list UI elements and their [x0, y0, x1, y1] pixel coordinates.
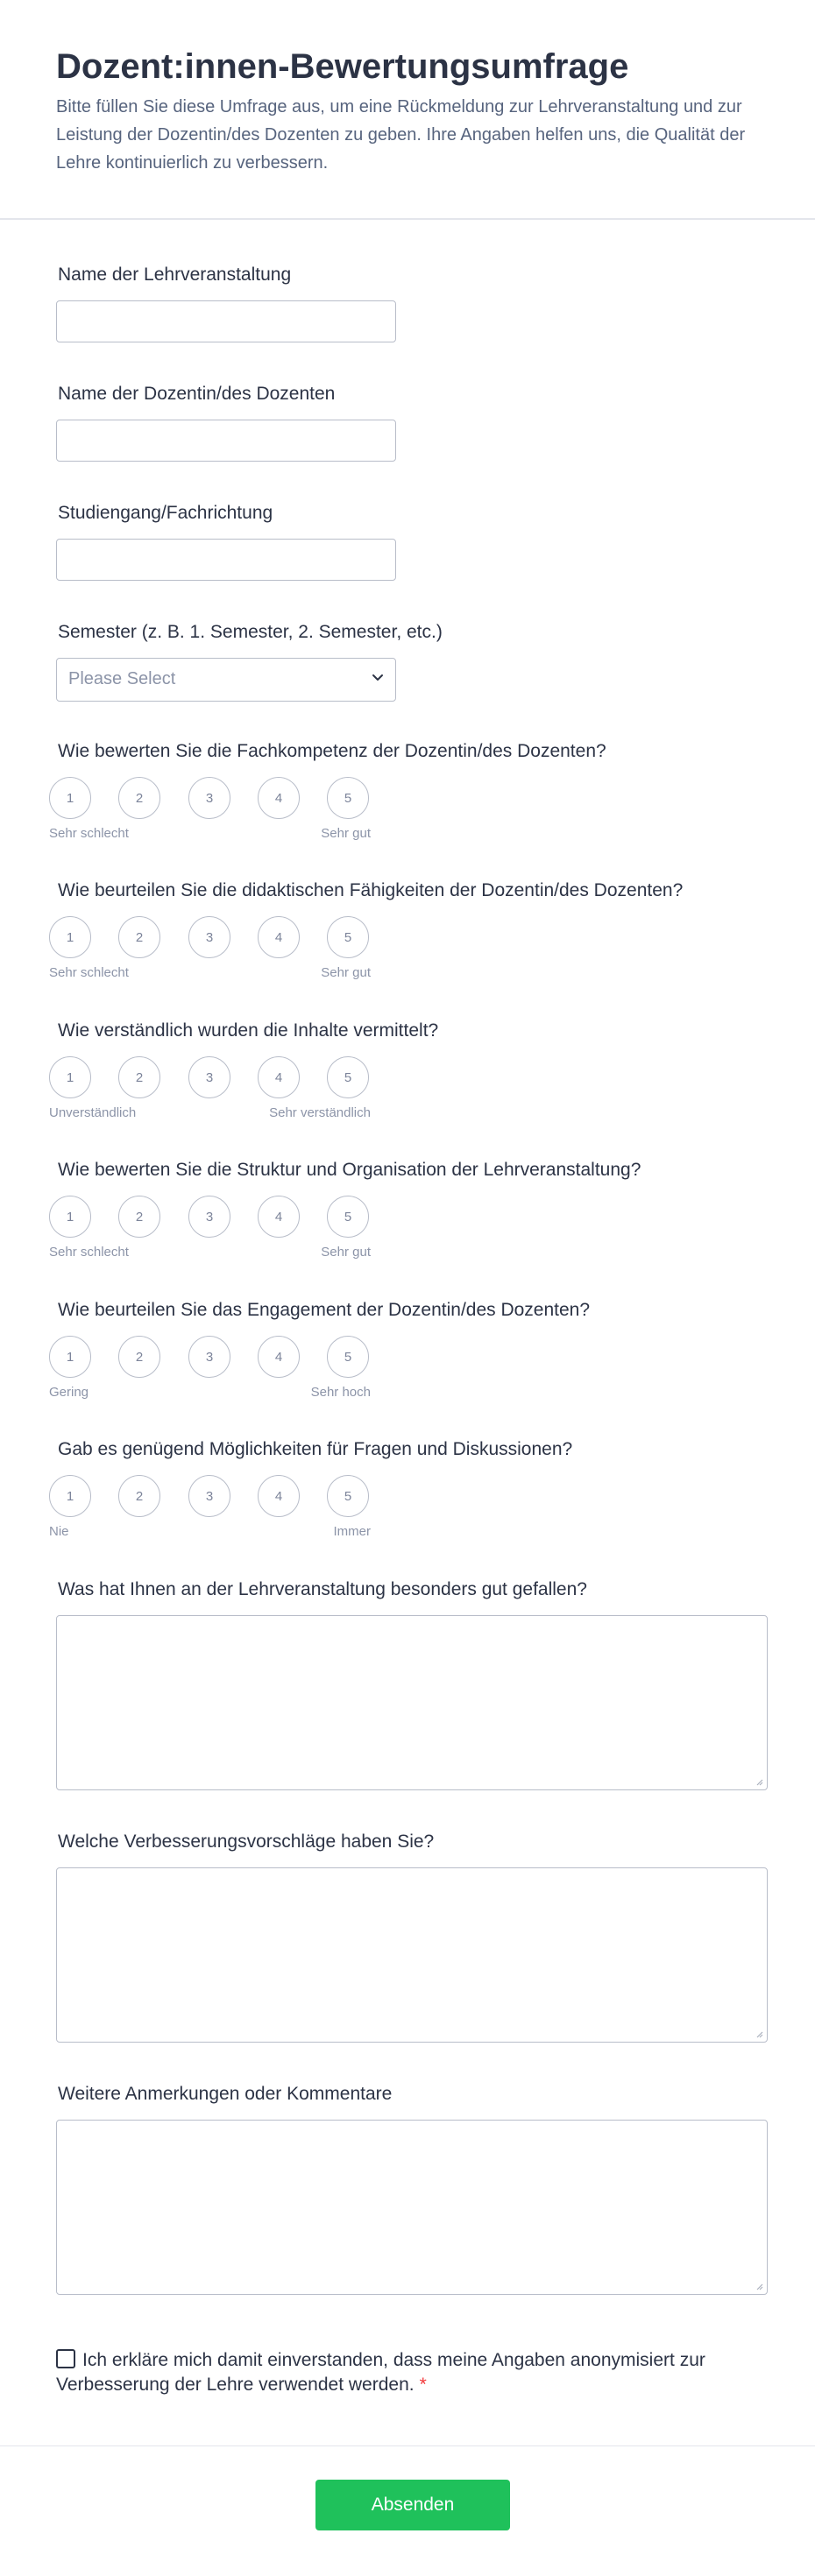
rating-option[interactable]: 1	[49, 1475, 91, 1517]
scale-max-label: Sehr verständlich	[269, 1105, 371, 1120]
course-name-input[interactable]	[56, 300, 396, 342]
rating-option[interactable]: 3	[188, 1056, 230, 1098]
rating-option[interactable]: 3	[188, 1196, 230, 1238]
form-title: Dozent:innen-Bewertungsumfrage	[56, 47, 629, 86]
rating-option[interactable]: 1	[49, 1056, 91, 1098]
rating-option[interactable]: 1	[49, 1336, 91, 1378]
rating-option[interactable]: 5	[327, 777, 369, 819]
rating-scale-3	[49, 1056, 382, 1135]
scale-min-label: Gering	[49, 1385, 89, 1400]
scale-max-label: Sehr hoch	[310, 1385, 371, 1400]
submit-button[interactable]: Absenden	[315, 2480, 510, 2530]
scale-min-label: Nie	[49, 1524, 69, 1539]
scale-max-label: Sehr gut	[321, 1245, 371, 1260]
required-mark: *	[419, 2375, 427, 2395]
rating-option[interactable]: 4	[258, 1336, 300, 1378]
rating-option[interactable]: 5	[327, 1056, 369, 1098]
suggestions-label: Welche Verbesserungsvorschläge haben Sie?	[58, 1831, 435, 1852]
resize-grip-icon[interactable]	[755, 1777, 763, 1786]
program-input[interactable]	[56, 539, 396, 581]
rating-option[interactable]: 2	[118, 1475, 160, 1517]
scale-max-label: Immer	[333, 1524, 371, 1539]
rating-option[interactable]: 4	[258, 777, 300, 819]
consent-field	[56, 2348, 722, 2397]
rating-option[interactable]: 4	[258, 1056, 300, 1098]
rating-scale-6	[49, 1475, 382, 1554]
form-header	[0, 0, 815, 172]
scale-min-label: Sehr schlecht	[49, 1245, 129, 1260]
scale-max-label: Sehr gut	[321, 826, 371, 841]
rating-option[interactable]: 2	[118, 1196, 160, 1238]
comments-textarea[interactable]	[56, 2120, 768, 2295]
scale-min-label: Sehr schlecht	[49, 965, 129, 980]
semester-placeholder: Please Select	[68, 669, 176, 688]
scale-min-label: Sehr schlecht	[49, 826, 129, 841]
rating-option[interactable]: 1	[49, 777, 91, 819]
scale-question-4: Wie bewerten Sie die Struktur und Organisation der Lehrveranstaltung?	[58, 1160, 641, 1180]
rating-option[interactable]: 3	[188, 1336, 230, 1378]
resize-grip-icon[interactable]	[755, 2282, 763, 2290]
form-description: Bitte füllen Sie diese Umfrage aus, um eine Rückmeldung zur Lehrveranstaltung und zur Leistung der Dozentin/des Dozenten zu geben. Ihre Angaben helfen uns, die Qualität der Lehre kontinuierlich zu verbessern.	[56, 97, 746, 173]
rating-option[interactable]: 3	[188, 916, 230, 958]
lecturer-name-label: Name der Dozentin/des Dozenten	[58, 384, 336, 404]
footer-divider	[0, 2445, 815, 2446]
program-label: Studiengang/Fachrichtung	[58, 503, 273, 523]
rating-option[interactable]: 1	[49, 916, 91, 958]
rating-scale-1	[49, 777, 382, 856]
scale-question-5: Wie beurteilen Sie das Engagement der Dozentin/des Dozenten?	[58, 1300, 591, 1320]
rating-option[interactable]: 4	[258, 1475, 300, 1517]
rating-option[interactable]: 5	[327, 916, 369, 958]
consent-text: Ich erkläre mich damit einverstanden, dass meine Angaben anonymisiert zur Verbesserung der Lehre verwendet werden.	[56, 2350, 705, 2395]
rating-option[interactable]: 5	[327, 1336, 369, 1378]
consent-checkbox[interactable]	[56, 2349, 75, 2368]
rating-option[interactable]: 1	[49, 1196, 91, 1238]
course-name-label: Name der Lehrveranstaltung	[58, 265, 292, 285]
rating-scale-2	[49, 916, 382, 995]
lecturer-name-input[interactable]	[56, 420, 396, 462]
chevron-down-icon	[369, 669, 386, 687]
comments-label: Weitere Anmerkungen oder Kommentare	[58, 2084, 393, 2104]
rating-option[interactable]: 3	[188, 1475, 230, 1517]
liked-label: Was hat Ihnen an der Lehrveranstaltung besonders gut gefallen?	[58, 1579, 587, 1599]
rating-option[interactable]: 3	[188, 777, 230, 819]
scale-question-2: Wie beurteilen Sie die didaktischen Fähigkeiten der Dozentin/des Dozenten?	[58, 880, 684, 900]
rating-option[interactable]: 4	[258, 916, 300, 958]
rating-option[interactable]: 4	[258, 1196, 300, 1238]
rating-option[interactable]: 2	[118, 916, 160, 958]
scale-question-1: Wie bewerten Sie die Fachkompetenz der Dozentin/des Dozenten?	[58, 741, 606, 761]
rating-option[interactable]: 2	[118, 1336, 160, 1378]
scale-question-6: Gab es genügend Möglichkeiten für Fragen und Diskussionen?	[58, 1439, 573, 1459]
suggestions-textarea[interactable]	[56, 1867, 768, 2043]
header-divider	[0, 218, 815, 220]
rating-option[interactable]: 2	[118, 777, 160, 819]
scale-min-label: Unverständlich	[49, 1105, 137, 1120]
rating-option[interactable]: 2	[118, 1056, 160, 1098]
liked-textarea[interactable]	[56, 1615, 768, 1790]
rating-scale-4	[49, 1196, 382, 1274]
scale-max-label: Sehr gut	[321, 965, 371, 980]
resize-grip-icon[interactable]	[755, 2029, 763, 2038]
rating-option[interactable]: 5	[327, 1475, 369, 1517]
rating-scale-5	[49, 1336, 382, 1415]
scale-question-3: Wie verständlich wurden die Inhalte vermittelt?	[58, 1020, 439, 1041]
semester-select[interactable]	[56, 658, 396, 702]
semester-label: Semester (z. B. 1. Semester, 2. Semester, etc.)	[58, 622, 443, 642]
rating-option[interactable]: 5	[327, 1196, 369, 1238]
